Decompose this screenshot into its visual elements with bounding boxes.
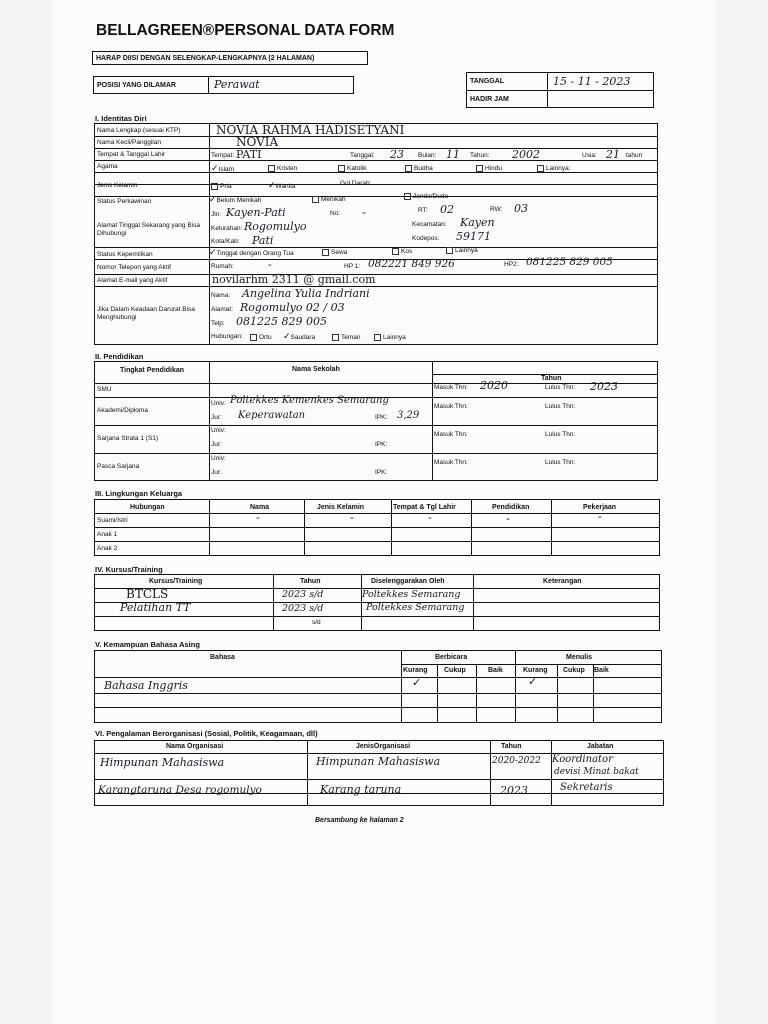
marital-single[interactable]: ✓Belum Menikah	[209, 194, 262, 204]
zip-label: Kodepos:	[412, 235, 440, 242]
fam-col-job: Pekerjaan	[583, 504, 617, 511]
spouse-education-dash[interactable]: -	[506, 512, 510, 525]
emergency-addr-value[interactable]: Rogomulyo 02 / 03	[240, 301, 345, 314]
date-label: TANGGAL	[470, 78, 505, 85]
religion-islam[interactable]: ✓Islam	[211, 163, 235, 173]
hp1-value[interactable]: 082221 849 926	[368, 258, 455, 270]
org-col-name: Nama Organisasi	[166, 743, 224, 750]
position-value[interactable]: Perawat	[214, 78, 260, 91]
s1-in-label: Masuk Thn:	[434, 431, 468, 438]
diploma-jur-label: Jur:	[211, 414, 222, 421]
fam-col-name: Nama	[250, 504, 270, 511]
religion-katolik[interactable]: Katolik	[338, 165, 367, 173]
full-name-label: Nama Lengkap (sesuai KTP)	[97, 127, 181, 134]
nickname-label: Nama Kecil/Panggilan	[97, 139, 161, 146]
col-level: Tingkat Pendidikan	[120, 367, 185, 374]
diploma-univ-label: Univ:	[211, 400, 226, 407]
course-1-name[interactable]: BTCLS	[126, 587, 169, 601]
own-other[interactable]: Lainnya	[446, 247, 478, 255]
pasca-jur-label: Jur:	[211, 469, 222, 476]
kec-label: Kecamatan:	[412, 221, 447, 228]
year-value[interactable]: 2002	[512, 148, 540, 161]
org-2-year[interactable]: 2023	[500, 784, 528, 797]
relation-sibling[interactable]: ✓Saudara	[283, 331, 316, 341]
position-label: POSISI YANG DILAMAR	[97, 82, 176, 89]
org-1-role-line1[interactable]: Koordinator	[552, 754, 613, 765]
org-1-type[interactable]: Himpunan Mahasiswa	[316, 755, 441, 768]
check-mark-icon: ✓	[209, 247, 217, 257]
course-1-year[interactable]: 2023 s/d	[282, 589, 324, 600]
street-label: Jln:	[211, 211, 222, 218]
kec-value[interactable]: Kayen	[460, 216, 495, 229]
relation-friend[interactable]: Teman	[332, 334, 361, 342]
attendance-label: HADIR JAM	[470, 96, 509, 103]
home-phone-value[interactable]: -	[268, 258, 272, 271]
street-value[interactable]: Kayen-Pati	[226, 206, 286, 219]
position-box	[93, 76, 354, 94]
relation-label: Hubungan:	[211, 333, 243, 340]
own-parents[interactable]: ✓Tinggal dengan Orang Tua	[209, 247, 294, 257]
instruction-box	[92, 51, 368, 65]
rt-label: RT:	[418, 207, 428, 214]
fam-col-birth: Tempat & Tgl Lahir	[393, 504, 456, 511]
place-value[interactable]: PATI	[236, 148, 262, 161]
fam-col-gender: Jenis Kelamin	[317, 504, 365, 511]
pasca-in-label: Masuk Thn:	[434, 459, 468, 466]
full-name-value[interactable]: NOVIA RAHMA HADISETYANI	[216, 123, 405, 137]
lang-col-speak: Berbicara	[435, 654, 468, 661]
level-diploma: Akademi/Diploma	[97, 407, 148, 414]
continuation-note: Bersambung ke halaman 2	[315, 817, 404, 824]
fam-row-child2: Anak 2	[97, 545, 118, 552]
smu-in-label: Masuk Thn:	[434, 384, 468, 391]
date-box	[466, 72, 654, 108]
check-mark-icon: ✓	[283, 331, 291, 341]
religion-hindu[interactable]: Hindu	[476, 165, 502, 173]
org-1-name[interactable]: Himpunan Mahasiswa	[100, 756, 225, 769]
rt-value[interactable]: 02	[440, 203, 454, 216]
month-label: Bulan:	[418, 152, 437, 159]
emergency-label: Jika Dalam Keadaan Darurat Bisa Menghubungi	[97, 306, 195, 322]
course-col-note: Keterangan	[543, 578, 582, 585]
hp1-label: HP 1:	[344, 263, 361, 270]
level-smu: SMU	[97, 386, 112, 393]
gender-male[interactable]: Pria	[211, 183, 232, 191]
course-col-org: Diselenggarakan Oleh	[371, 578, 445, 585]
emergency-name-label: Nama:	[211, 292, 231, 299]
org-col-type: JenisOrganisasi	[356, 743, 411, 750]
spouse-birth-dash[interactable]: -	[428, 511, 432, 524]
org-1-year[interactable]: 2020-2022	[492, 756, 541, 766]
spouse-job-dash[interactable]: -	[598, 510, 602, 523]
gender-female[interactable]: ✓Wanita	[268, 180, 296, 190]
diploma-in-label: Masuk Thn:	[434, 403, 468, 410]
form-title: BELLAGREEN®PERSONAL DATA FORM	[96, 22, 395, 39]
course-3-year: s/d	[312, 619, 321, 626]
marital-label: Status Perkawinan	[97, 198, 152, 205]
city-value[interactable]: Pati	[252, 234, 274, 247]
year-label: Tahun:	[470, 152, 490, 159]
course-col-year: Tahun	[300, 578, 321, 585]
organization-heading: VI. Pengalaman Berorganisasi (Sosial, Politik, Keagamaan, dll)	[95, 729, 318, 738]
ownership-label: Status Kepemilikan	[97, 251, 153, 258]
speak-sub-good: Baik	[488, 667, 503, 674]
age-unit: tahun	[626, 152, 643, 159]
religion-kristen[interactable]: Kristen	[268, 165, 297, 173]
s1-univ-label: Univ:	[211, 427, 226, 434]
birth-label: Tempat & Tanggal Lahir	[97, 151, 166, 158]
speak-sub-fair: Cukup	[444, 667, 466, 674]
age-value[interactable]: 21	[606, 148, 620, 161]
family-heading: III. Lingkungan Keluarga	[95, 489, 183, 498]
rw-value[interactable]: 03	[514, 202, 528, 215]
kel-label: Kelurahan:	[211, 225, 243, 232]
smu-out-value[interactable]: 2023	[590, 380, 618, 393]
emergency-phone-label: Telp:	[211, 320, 225, 327]
relation-parent[interactable]: Ortu	[250, 334, 272, 342]
spouse-name-dash[interactable]: -	[256, 511, 260, 524]
no-value[interactable]: -	[362, 206, 366, 219]
marital-widow[interactable]: Janda/Duda	[404, 193, 448, 201]
nickname-value[interactable]: NOVIA	[236, 135, 279, 149]
courses-heading: IV. Kursus/Training	[95, 565, 163, 574]
org-2-role[interactable]: Sekretaris	[560, 782, 613, 793]
diploma-ipk-value[interactable]: 3,29	[397, 410, 420, 421]
write-sub-good: Baik	[594, 667, 609, 674]
gender-label: Jenis Kelamin	[97, 182, 138, 189]
month-value[interactable]: 11	[446, 148, 460, 161]
pasca-univ-label: Univ:	[211, 455, 226, 462]
place-label: Tempat:	[211, 152, 235, 159]
language-heading: V. Kemampuan Bahasa Asing	[95, 640, 200, 649]
smu-in-value[interactable]: 2020	[480, 379, 508, 392]
hp2-label: HP2:	[504, 261, 519, 268]
email-label: Alamat E-mail yang Aktif	[97, 277, 168, 284]
date-value[interactable]: 15 - 11 - 2023	[553, 75, 631, 88]
email-value[interactable]: novilarhm 2311 @ gmail.com	[212, 273, 376, 286]
lang-1-speak-check[interactable]: ✓	[412, 676, 422, 689]
course-col-name: Kursus/Training	[149, 578, 203, 585]
check-mark-icon: ✓	[209, 194, 217, 204]
check-mark-icon: ✓	[268, 180, 276, 190]
age-label: Usia:	[582, 152, 597, 159]
s1-out-label: Lulus Thn:	[545, 431, 576, 438]
instruction-text: HARAP DIISI DENGAN SELENGKAP-LENGKAPNYA (2 HALAMAN)	[96, 55, 315, 62]
org-2-type[interactable]: Karang taruna	[320, 783, 402, 796]
lang-1-write-check[interactable]: ✓	[528, 675, 538, 688]
religion-other[interactable]: Lainnya:	[537, 165, 571, 173]
lang-col-write: Menulis	[566, 654, 593, 661]
write-sub-poor: Kurang	[523, 667, 548, 674]
day-label: Tanggal:	[350, 152, 375, 159]
fam-row-child1: Anak 1	[97, 531, 118, 538]
relation-other[interactable]: Lainnya	[374, 334, 406, 342]
day-value[interactable]: 23	[390, 148, 404, 161]
org-2-name[interactable]: Karangtaruna Desa rogomulyo	[98, 784, 262, 796]
course-2-year[interactable]: 2023 s/d	[282, 603, 324, 614]
marital-married[interactable]: Menikah	[312, 196, 346, 204]
family-table	[94, 499, 660, 556]
org-col-year: Tahun	[501, 743, 522, 750]
religion-label: Agama	[97, 163, 118, 170]
diploma-out-label: Lulus Thn:	[545, 403, 576, 410]
hp2-value[interactable]: 081225 829 005	[526, 256, 613, 268]
s1-jur-label: Jur:	[211, 441, 222, 448]
religion-budha[interactable]: Budha	[405, 165, 433, 173]
col-school: Nama Sekolah	[292, 366, 340, 373]
no-label: No:	[330, 210, 341, 217]
col-year: Tahun	[541, 375, 562, 382]
fam-col-relation: Hubungan	[130, 504, 165, 511]
fam-row-spouse: Suami/Istri	[97, 517, 128, 524]
rw-label: RW:	[490, 206, 503, 213]
fam-col-education: Pendidikan	[492, 504, 530, 511]
own-rent[interactable]: Sewa	[322, 249, 347, 257]
city-label: Kota/Kab:	[211, 238, 240, 245]
lang-1-name[interactable]: Bahasa Inggris	[104, 679, 188, 692]
check-mark-icon: ✓	[211, 163, 219, 173]
identity-heading: I. Identitas Diri	[95, 114, 147, 123]
course-2-name[interactable]: Pelatihan TT	[120, 601, 191, 614]
pasca-out-label: Lulus Thn:	[545, 459, 576, 466]
level-s1: Sarjana Strata 1 (S1)	[97, 435, 159, 442]
diploma-ipk-label: IPK:	[375, 414, 388, 421]
kel-value[interactable]: Rogomulyo	[244, 220, 307, 233]
diploma-univ-value[interactable]: Poltekkes Kemenkes Semarang	[230, 395, 389, 406]
zip-value[interactable]: 59171	[456, 230, 491, 243]
org-col-role: Jabatan	[587, 743, 614, 750]
write-sub-fair: Cukup	[563, 667, 585, 674]
address-label: Alamat Tinggal Sekarang yang Bisa Dihubungi	[97, 222, 200, 238]
diploma-jur-value[interactable]: Keperawatan	[238, 410, 306, 421]
s1-ipk-label: IPK:	[375, 441, 388, 448]
lang-col-language: Bahasa	[210, 654, 235, 661]
own-kos[interactable]: Kos	[392, 248, 412, 256]
blood-type-label: Gol Darah:	[340, 180, 372, 187]
emergency-addr-label: Alamat:	[211, 306, 234, 313]
org-1-role-line2[interactable]: devisi Minat bakat	[554, 767, 639, 777]
spouse-gender-dash[interactable]: -	[350, 511, 354, 524]
education-heading: II. Pendidikan	[95, 352, 144, 361]
course-1-org[interactable]: Poltekkes Semarang	[362, 589, 461, 600]
level-pasca: Pasca Sarjana	[97, 463, 140, 470]
course-2-org[interactable]: Poltekkes Semarang	[366, 602, 465, 613]
phone-label: Nomor Telepon yang Aktif	[97, 264, 171, 271]
home-phone-label: Rumah:	[211, 263, 234, 270]
emergency-phone-value[interactable]: 081225 829 005	[236, 315, 327, 328]
emergency-name-value[interactable]: Angelina Yulia Indriani	[242, 287, 370, 300]
speak-sub-poor: Kurang	[403, 667, 428, 674]
smu-out-label: Lulus Thn:	[545, 384, 576, 391]
pasca-ipk-label: IPK:	[375, 469, 388, 476]
